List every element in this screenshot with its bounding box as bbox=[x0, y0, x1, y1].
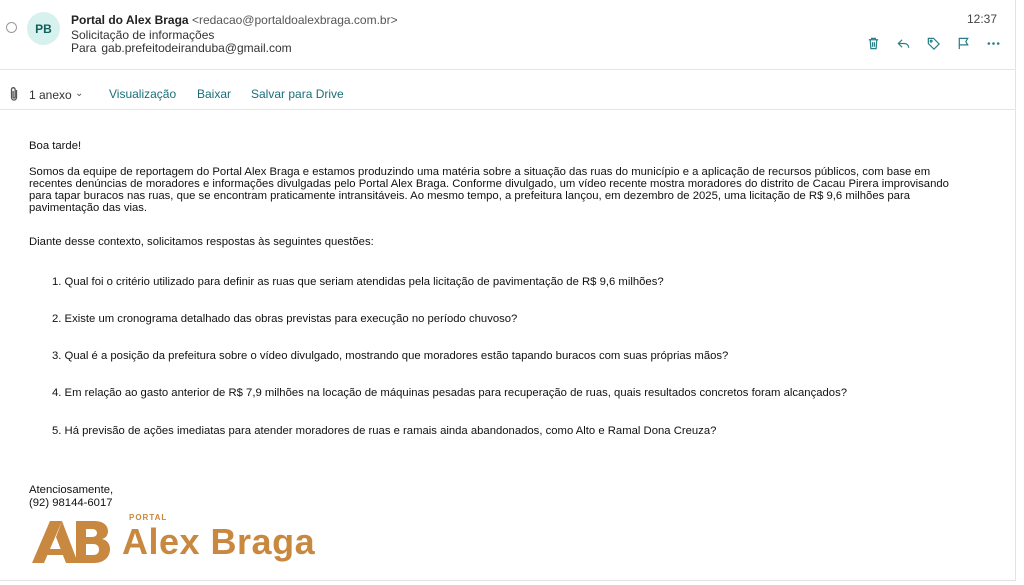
question-item: 5. Há previsão de ações imediatas para atender moradores de ruas e ramais ainda abandonados, como Alto e Ramal Dona Creuza? bbox=[52, 425, 717, 437]
sender-line bbox=[71, 13, 398, 27]
logo-brand-text: Alex Braga bbox=[122, 521, 316, 562]
ab-monogram-logo-icon bbox=[32, 517, 112, 563]
sender-name[interactable]: Portal do Alex Braga bbox=[71, 13, 189, 27]
save-to-drive-link[interactable]: Salvar para Drive bbox=[251, 87, 344, 101]
to-label: Para bbox=[71, 41, 97, 55]
question-item: 3. Qual é a posição da prefeitura sobre o vídeo divulgado, mostrando que moradores estão tapando buracos com suas próprias mãos? bbox=[52, 350, 729, 362]
recipient-address[interactable]: gab.prefeitodeiranduba@gmail.com bbox=[101, 41, 292, 55]
trash-icon bbox=[866, 36, 881, 51]
reply-icon bbox=[896, 36, 911, 51]
question-item: 2. Existe um cronograma detalhado das obras previstas para execução no período chuvoso? bbox=[52, 313, 518, 325]
main-paragraph: Somos da equipe de reportagem do Portal Alex Braga e estamos produzindo uma matéria sobre a situação das ruas do município e a aplicação de recursos públicos, com base em recentes denúncias de moradores e informações divulgadas pelo Portal Alex Braga. Conforme divulgado, um vídeo recente mostra moradores do distrito de Cacau Pirera improvisando para tapar buracos nas ruas, que se encontram praticamente intransitáveis. Ao mesmo tempo, a prefeitura lançou, em dezembro de 2025, uma licitação de R$ 9,6 milhões para pavimentação das vias. bbox=[29, 166, 949, 214]
preview-link[interactable]: Visualização bbox=[109, 87, 177, 101]
message-actions bbox=[858, 34, 1008, 52]
flag-button[interactable] bbox=[948, 34, 978, 52]
logo-small-text: PORTAL bbox=[129, 513, 168, 522]
email-header bbox=[0, 0, 1016, 70]
delete-button[interactable] bbox=[858, 34, 888, 52]
avatar[interactable] bbox=[27, 12, 60, 45]
greeting: Boa tarde! bbox=[29, 140, 82, 152]
attachment-count[interactable]: 1 anexo bbox=[29, 88, 72, 102]
chevron-down-icon[interactable]: ⌄ bbox=[75, 88, 84, 99]
context-paragraph: Diante desse contexto, solicitamos respostas às seguintes questões: bbox=[29, 236, 374, 248]
question-item: 4. Em relação ao gasto anterior de R$ 7,9 milhões na locação de máquinas pesadas para recuperação de ruas, quais resultados concretos foram alcançados? bbox=[52, 387, 848, 399]
closing-text: Atenciosamente, bbox=[29, 484, 114, 496]
download-link[interactable]: Baixar bbox=[197, 87, 232, 101]
phone-number: (92) 98144-6017 bbox=[29, 497, 113, 509]
recipient-line bbox=[71, 41, 292, 55]
more-options-button[interactable] bbox=[978, 34, 1008, 52]
tag-icon bbox=[926, 36, 941, 51]
question-item: 1. Qual foi o critério utilizado para definir as ruas que seriam atendidas pela licitação de pavimentação de R$ 9,6 milhões? bbox=[52, 276, 664, 288]
flag-icon bbox=[956, 36, 971, 51]
attachment-bar bbox=[0, 80, 1016, 110]
sender-email: <redacao@portaldoalexbraga.com.br> bbox=[191, 13, 398, 27]
email-time: 12:37 bbox=[966, 12, 997, 26]
more-icon bbox=[986, 36, 1001, 51]
portal-alex-braga-logo bbox=[32, 513, 352, 565]
select-message-checkbox[interactable] bbox=[6, 22, 17, 33]
tag-button[interactable] bbox=[918, 34, 948, 52]
avatar-initials: PB bbox=[35, 21, 52, 36]
paperclip-icon bbox=[8, 86, 20, 102]
reply-button[interactable] bbox=[888, 34, 918, 52]
email-subject: Solicitação de informações bbox=[71, 28, 215, 42]
